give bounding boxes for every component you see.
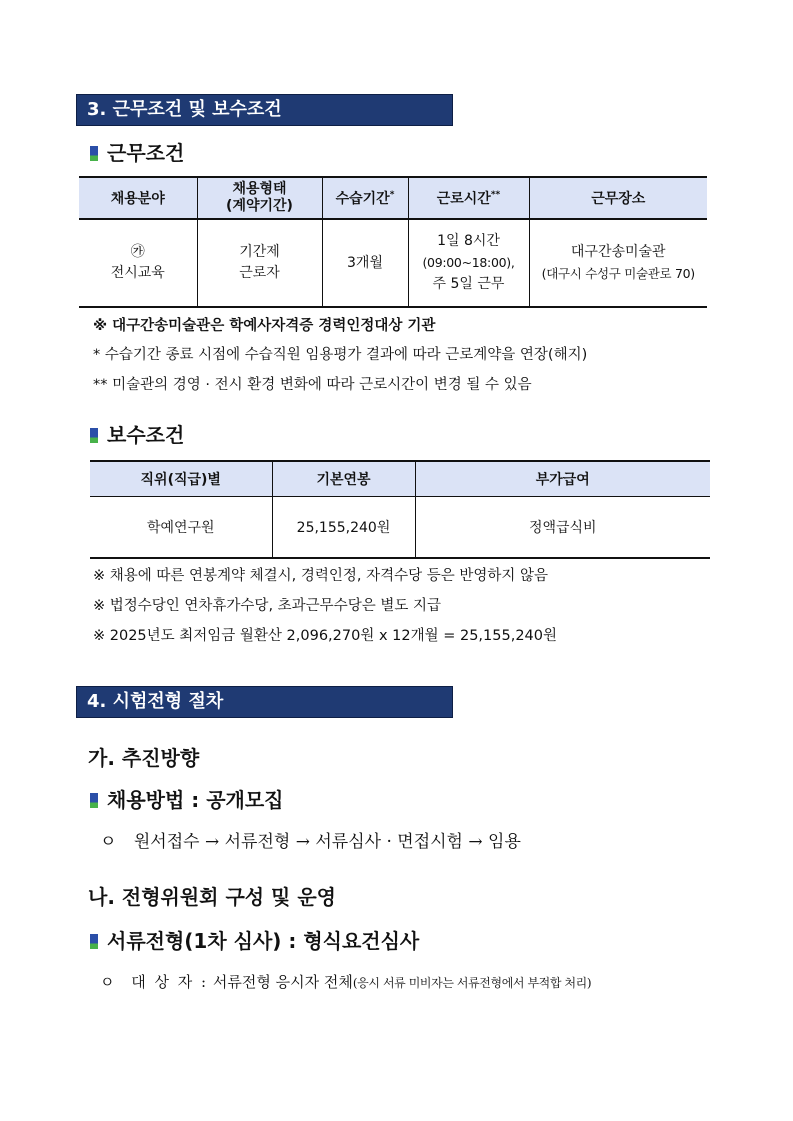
document-screening-heading [90, 928, 419, 954]
header-hours: 근로시간** [408, 177, 529, 219]
process-steps [100, 831, 521, 853]
pay-conditions-heading [90, 422, 184, 448]
work-note-3: ** 미술관의 경영 · 전시 환경 변화에 따라 근로시간이 변경 될 수 있음 [93, 377, 532, 393]
section-4-title: 4. 시험전형 절차 [76, 686, 453, 718]
step-appointment: 임용 [488, 832, 521, 852]
step-application: 원서접수 [133, 832, 200, 852]
work-conditions-table [79, 176, 707, 308]
work-note-1: ※ 대구간송미술관은 학예사자격증 경력인정대상 기관 [93, 318, 436, 334]
arrow-right-icon: → [204, 832, 220, 852]
cell-probation: 3개월 [322, 219, 408, 307]
pay-conditions-table [90, 460, 710, 559]
work-conditions-heading-text: 근무조건 [107, 141, 185, 165]
header-type: 채용형태 (계약기간) [197, 177, 322, 219]
cell-extra-pay: 정액급식비 [415, 497, 710, 559]
target-text: 서류전형 응시자 전체 [212, 973, 353, 991]
table-row [90, 497, 710, 559]
target-line [100, 971, 591, 994]
arrow-right-icon: → [295, 832, 310, 852]
table-header-row [79, 177, 707, 219]
pay-note-2: ※ 법정수당인 연차휴가수당, 초과근무수당은 별도 지급 [93, 598, 441, 614]
header-salary: 기본연봉 [272, 461, 415, 497]
target-label: 대 상 자 : [131, 973, 209, 991]
cell-hours: 1일 8시간 (09:00~18:00), 주 5일 근무 [408, 219, 529, 307]
heading-marker-icon [90, 146, 98, 161]
step-document-screening: 서류전형 [224, 832, 291, 852]
section-3-title: 3. 근무조건 및 보수조건 [76, 94, 453, 126]
header-extra-pay: 부가급여 [415, 461, 710, 497]
subsection-a-heading: 가. 추진방향 [88, 746, 200, 770]
table-row [79, 219, 707, 307]
pay-conditions-heading-text: 보수조건 [107, 423, 185, 447]
target-note: (응시 서류 미비자는 서류전형에서 부적합 처리) [352, 976, 592, 990]
cell-type: 기간제 근로자 [197, 219, 322, 307]
cell-salary: 25,155,240원 [272, 497, 415, 559]
cell-position: 학예연구원 [146, 520, 215, 536]
cell-field: ㉮ 전시교육 [110, 244, 165, 281]
step-review-interview: 서류심사 · 면접시험 [315, 832, 463, 852]
cell-place: 대구간송미술관 (대구시 수성구 미술관로 70) [529, 219, 707, 307]
pay-note-1: ※ 채용에 따른 연봉계약 체결시, 경력인정, 자격수당 등은 반영하지 않음 [93, 568, 549, 584]
recruit-method-heading-text: 채용방법 : 공개모집 [107, 788, 284, 812]
subsection-b-heading: 나. 전형위원회 구성 및 운영 [88, 885, 336, 909]
bullet-circle-icon: ㅇ [100, 973, 115, 991]
work-conditions-heading [90, 140, 184, 166]
heading-marker-icon [90, 793, 98, 808]
heading-marker-icon [90, 428, 98, 443]
heading-marker-icon [90, 934, 98, 949]
header-place: 근무장소 [529, 177, 707, 219]
work-note-2: * 수습기간 종료 시점에 수습직원 임용평가 결과에 따라 근로계약을 연장(해지) [93, 347, 588, 363]
header-probation: 수습기간* [322, 177, 408, 219]
bullet-circle-icon: ㅇ [100, 832, 117, 852]
recruit-method-heading [90, 787, 283, 813]
arrow-right-icon: → [468, 832, 483, 852]
document-screening-heading-text: 서류전형(1차 심사) : 형식요건심사 [107, 929, 420, 953]
pay-note-3: ※ 2025년도 최저임금 월환산 2,096,270원 x 12개월 = 25,155,240원 [93, 628, 558, 644]
table-header-row [90, 461, 710, 497]
header-position: 직위(직급)별 [90, 461, 272, 497]
header-field: 채용분야 [79, 177, 197, 219]
